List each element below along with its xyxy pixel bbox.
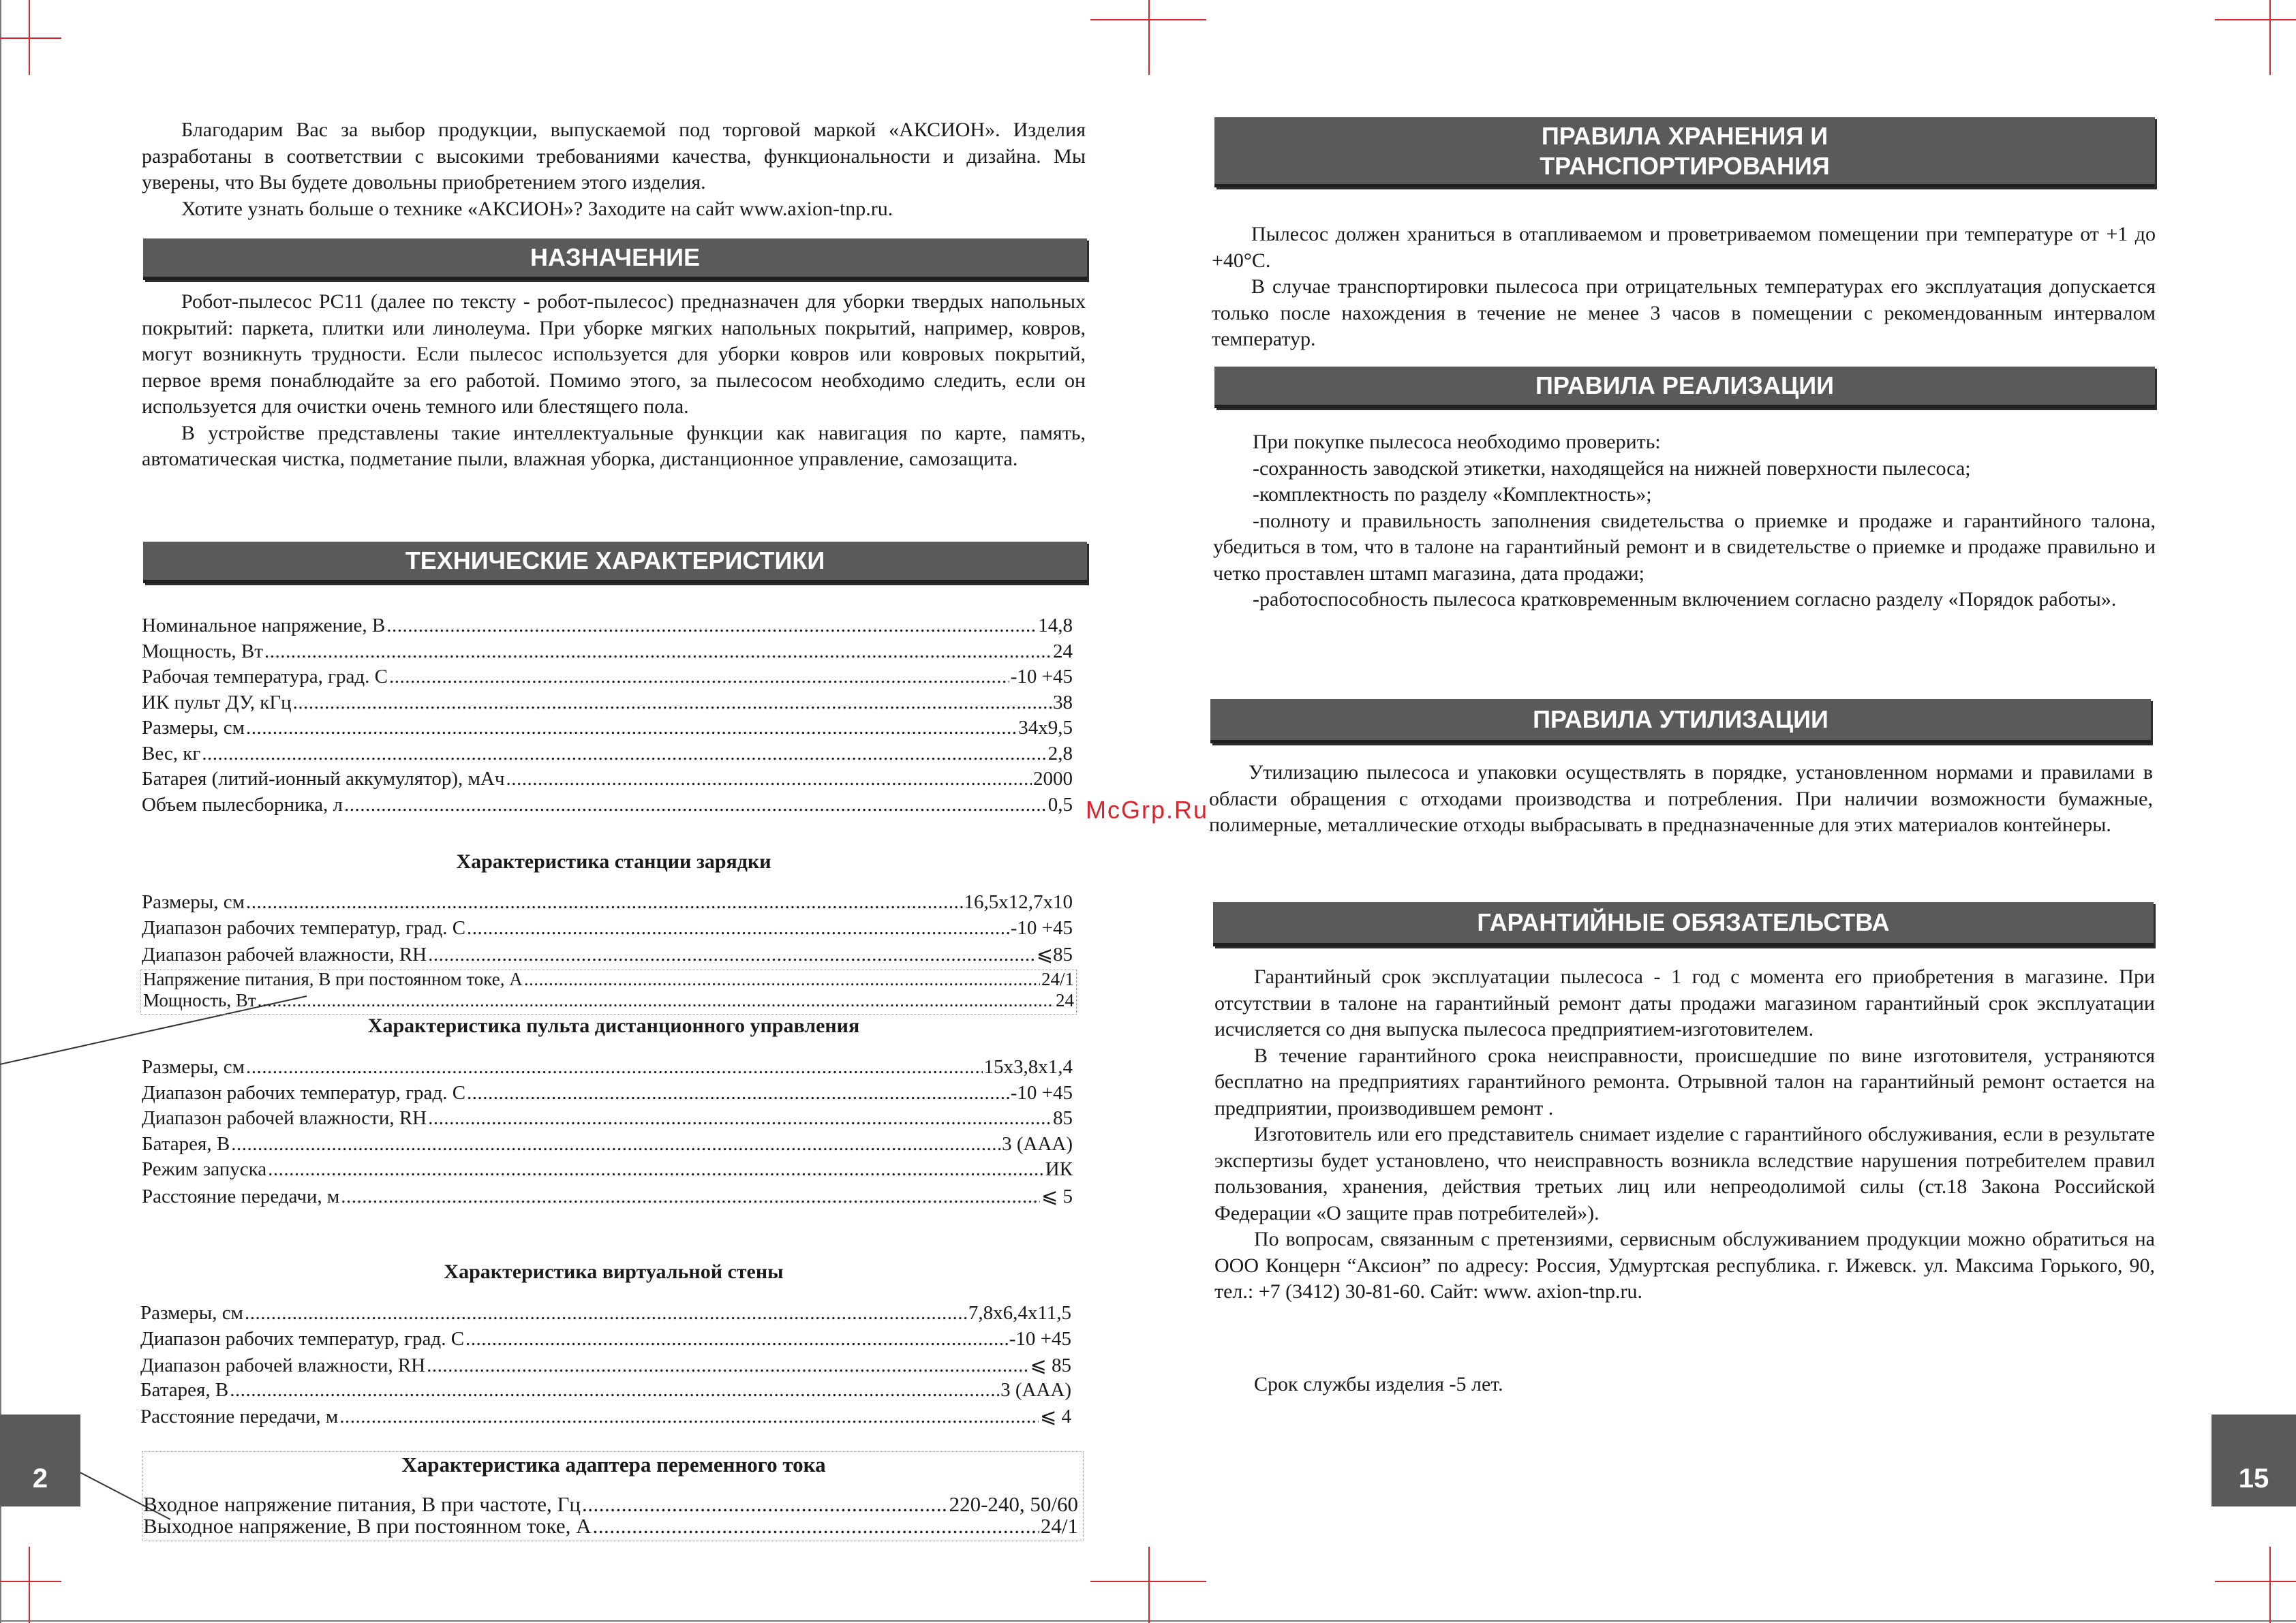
section-header-warranty: ГАРАНТИЙНЫЕ ОБЯЗАТЕЛЬСТВА xyxy=(1213,902,2154,946)
spec-row: Размеры, см ..... 16,5х12,7х10 xyxy=(142,891,1073,917)
spec-row: Диапазон рабочих температур, град. С ..... -10 +45 xyxy=(140,1328,1071,1354)
spec-row: Диапазон рабочей влажности, RH ..... ⩽ 85 xyxy=(140,1353,1071,1379)
wall-subheading: Характеристика виртуальной стены xyxy=(444,1261,784,1283)
spec-row: Режим запуска ..... ИК xyxy=(142,1158,1073,1184)
spec-row: Рабочая температура, град. С ..... -10 +45 xyxy=(142,666,1073,692)
adapter-specs-list xyxy=(143,1492,1078,1536)
spec-row: Размеры, см ..... 15х3,8х1,4 xyxy=(142,1056,1073,1082)
spec-row: ИК пульт ДУ, кГц ..... 38 xyxy=(142,692,1073,717)
spec-row: Размеры, см ..... 7,8х6,4х11,5 xyxy=(140,1302,1071,1328)
remote-subheading: Характеристика пульта дистанционного управления xyxy=(367,1015,860,1037)
section-header-sale: ПРАВИЛА РЕАЛИЗАЦИИ xyxy=(1214,367,2155,408)
wall-specs-list xyxy=(140,1302,1071,1430)
section-header-storage: ПРАВИЛА ХРАНЕНИЯ И ТРАНСПОРТИРОВАНИЯ xyxy=(1214,117,2155,187)
spec-row: Мощность, Вт ..... 24 xyxy=(143,990,1074,1011)
spec-row: Мощность, Вт ..... 24 xyxy=(142,640,1073,666)
spec-row: Батарея, В ..... 3 (ААА) xyxy=(140,1379,1071,1405)
spec-row: Батарея, В ..... 3 (ААА) xyxy=(142,1133,1073,1159)
spec-row: Диапазон рабочих температур, град. С ..... -10 +45 xyxy=(142,917,1073,943)
service-life-text: Срок службы изделия -5 лет. xyxy=(1254,1373,1503,1395)
spec-row: Напряжение питания, В при постоянном токе, А ..... 24/1 xyxy=(143,969,1074,990)
tech-specs-list xyxy=(142,615,1073,819)
sale-text: При покупке пылесоса необходимо проверить: -сохранность заводской этикетки, находящейся на нижней поверхности пылесоса; -комплектность по разделу «Комплектность»; -полноту и правильность заполнения свидетельства о приемке и продаже и гарантийного талона, убедиться в том, что в талоне на гарантийный ремонт и в свидетельстве о приемке и продаже правильно и четко проставлен штамп магазина, дата продажи; -работоспособность пылесоса кратковременным включением согласно разделу «Порядок работы». xyxy=(1213,431,2156,610)
warranty-text: Гарантийный срок эксплуатации пылесоса - 1 год с момента его приобретения в магазине. При отсутствии в талоне на гарантийный ремонт даты продажи магазином гарантийный срок эксплуатации исчисляется со дня выпуска пылесоса предприятием-изготовителем. В течение гарантийного срока неисправности, происшедшие по вине изготовителя, устраняются бесплатно на предприятиях гарантийного ремонта. Отрывной талон на гарантийный ремонт остается на предприятии, производившем ремонт . Изготовитель или его представитель снимает изделие с гарантийного обслуживания, если в результате экспертизы будет установлено, что неисправность возникла вследствие нарушения потребителем правил пользования, хранения, действия третьих лиц или непреодолимой силы (ст.18 Закона Российской Федерации «О защите прав потребителей»). По вопросам, связанным с претензиями, сервисным обслуживанием продукции можно обратиться на ООО Концерн “Аксион” по адресу: Россия, Удмуртская республика. г. Ижевск. ул. Максима Горького, 90, тел.: +7 (3412) 30-81-60. Сайт: www. axion-tnp.ru. xyxy=(1214,965,2155,1303)
station-boxed-specs xyxy=(143,969,1074,1011)
spec-row: Входное напряжение питания, В при частоте, Гц ..... 220-240, 50/60 xyxy=(143,1492,1078,1514)
watermark-text: McGrp.Ru xyxy=(1086,796,1209,824)
spec-row: Расстояние передачи, м ..... ⩽ 4 xyxy=(140,1404,1071,1430)
section-header-disposal: ПРАВИЛА УТИЛИЗАЦИИ xyxy=(1210,699,2151,743)
spec-row: Номинальное напряжение, В ..... 14,8 xyxy=(142,615,1073,640)
spec-row: Вес, кг ..... 2,8 xyxy=(142,743,1073,769)
spec-row: Выходное напряжение, В при постоянном токе, А ..... 24/1 xyxy=(143,1514,1078,1536)
page-number-left: 2 xyxy=(0,1415,80,1506)
section-header-tech: ТЕХНИЧЕСКИЕ ХАРАКТЕРИСТИКИ xyxy=(143,542,1087,583)
storage-text: Пылесос должен храниться в отапливаемом и проветриваемом помещении при температуре от +1 до +40°С. В случае транспортировки пылесоса при отрицательных температурах его эксплуатация допускается только после нахождения в течение не менее 3 часов в помещении с рекомендованным интервалом температур. xyxy=(1212,223,2156,350)
page-number-right: 15 xyxy=(2211,1415,2296,1506)
station-subheading: Характеристика станции зарядки xyxy=(456,850,771,873)
intro-text: Благодарим Вас за выбор продукции, выпускаемой под торговой маркой «АКСИОН». Изделия разработаны в соответствии с высокими требованиями качества, функциональности и дизайна. Мы уверены, что Вы будете довольны приобретением этого изделия. Хотите узнать больше о технике «АКСИОН»? Заходите на сайт www.axion-tnp.ru. xyxy=(142,119,1086,220)
adapter-subheading: Характеристика адаптера переменного тока xyxy=(401,1453,826,1477)
section-header-purpose: НАЗНАЧЕНИЕ xyxy=(143,238,1087,280)
spec-row: Диапазон рабочей влажности, RH ..... ⩽85 xyxy=(142,942,1073,968)
spec-row: Расстояние передачи, м ..... ⩽ 5 xyxy=(142,1184,1073,1210)
spec-row: Батарея (литий-ионный аккумулятор), мАч ..... 2000 xyxy=(142,768,1073,794)
spec-row: Диапазон рабочей влажности, RH ..... 85 xyxy=(142,1107,1073,1133)
spec-row: Размеры, см ..... 34х9,5 xyxy=(142,717,1073,743)
disposal-text: Утилизацию пылесоса и упаковки осуществлять в порядке, установленном нормами и правилами в области обращения с отходами производства и потребления. При наличии возможности бумажные, полимерные, металлические отходы выбрасывать в предназначенные для этих материалов контейнеры. xyxy=(1209,761,2153,836)
remote-specs-list xyxy=(142,1056,1073,1209)
spec-row: Объем пылесборника, л ..... 0,5 xyxy=(142,794,1073,820)
station-specs-list xyxy=(142,891,1073,968)
spec-row: Диапазон рабочих температур, град. С ..... -10 +45 xyxy=(142,1082,1073,1108)
purpose-text: Робот-пылесос PC11 (далее по тексту - робот-пылесос) предназначен для уборки твердых напольных покрытий: паркета, плитки или линолеума. При уборке мягких напольных покрытий, например, ковров, могут возникнуть трудности. Если пылесос используется для уборки ковров или ковровых покрытий, первое время понаблюдайте за его работой. Помимо этого, за пылесосом необходимо следить, если он используется для очистки очень темного или блестящего пола. В устройстве представлены такие интеллектуальные функции как навигация по карте, память, автоматическая чистка, подметание пыли, влажная уборка, дистанционное управление, самозащита. xyxy=(142,290,1086,470)
